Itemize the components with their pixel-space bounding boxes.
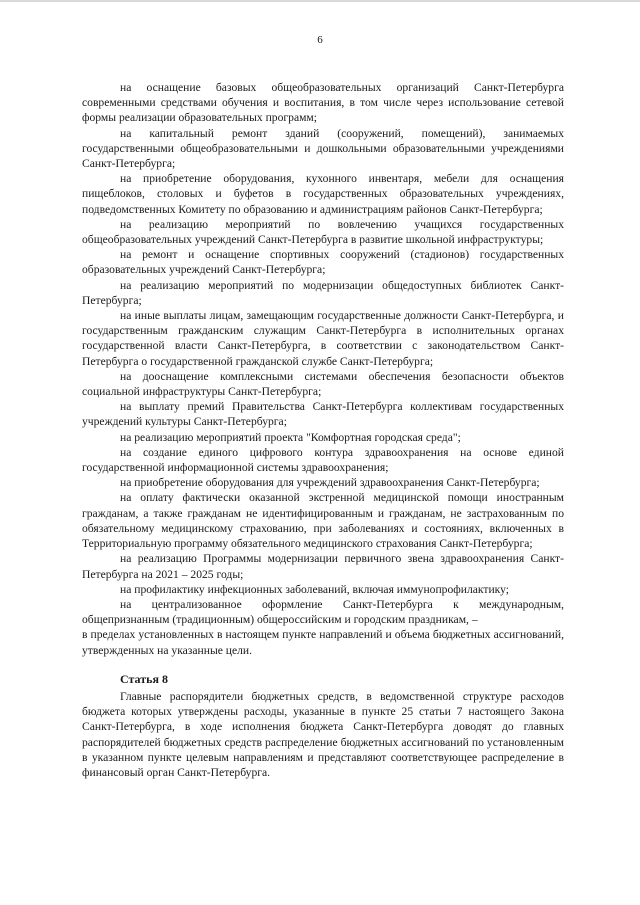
scan-edge-line — [0, 0, 640, 2]
article-text: Главные распорядители бюджетных средств, в ведомственной структуре расходов бюджета которых утверждены расходы, указанные в пункте 25 статьи 7 настоящего Закона Санкт-Петербурга, в ходе исполнения бюджета Санкт-Петербурга доводят до главных распорядителей бюджетных средств распределение бюджетных ассигнований по установленным в указанном пункте целевым направлениям и представляют соответствующее распределение в финансовый орган Санкт-Петербурга. — [82, 689, 564, 779]
paragraph: на оснащение базовых общеобразовательных организаций Санкт-Петербурга современными средствами обучения и воспитания, в том числе через использование сетевой формы реализации образовательных программ; — [82, 81, 564, 125]
paragraph: на приобретение оборудования для учреждений здравоохранения Санкт-Петербурга; — [120, 476, 540, 490]
paragraph: на приобретение оборудования, кухонного инвентаря, мебели для оснащения пищеблоков, столовых и буфетов в государственных образовательных учреждениях, подведомственных Комитету по образованию и администрациям районов Санкт-Петербурга; — [82, 172, 564, 216]
paragraph: на создание единого цифрового контура здравоохранения на основе единой государственной информационной системы здравоохранения; — [82, 445, 564, 475]
closing-paragraph: в пределах установленных в настоящем пункте направлений и объема бюджетных ассигнований, утвержденных на указанные цели. — [82, 628, 564, 657]
article-heading: Статья 8 — [120, 671, 168, 686]
paragraph: на профилактику инфекционных заболеваний, включая иммунопрофилактику; — [120, 582, 510, 596]
paragraph: на централизованное оформление Санкт-Петербурга к международным, общепризнанным (традиционным) общероссийским и городским праздникам, – — [82, 597, 564, 627]
paragraph: на реализацию мероприятий проекта "Комфортная городская среда"; — [120, 430, 461, 444]
paragraph: на реализацию мероприятий по вовлечению учащихся государственных общеобразовательных учреждений Санкт-Петербурга в развитие школьной инфраструктуры; — [82, 217, 564, 247]
page-number: 6 — [317, 34, 323, 46]
paragraph: на капитальный ремонт зданий (сооружений, помещений), занимаемых государственными общеобразовательными и дошкольными образовательными учреждениями Санкт-Петербурга; — [82, 126, 564, 171]
paragraph: на реализацию Программы модернизации первичного звена здравоохранения Санкт-Петербурга на 2021 – 2025 годы; — [82, 552, 564, 581]
paragraph: на выплату премий Правительства Санкт-Петербурга коллективам государственных учреждений культуры Санкт-Петербурга; — [82, 400, 564, 429]
document-body — [82, 80, 564, 780]
paragraph: на оплату фактически оказанной экстренной медицинской помощи иностранным гражданам, а также гражданам не идентифицированным и гражданам, не застрахованным по обязательному медицинскому страхованию, при заболеваниях и состояниях, включенных в Территориальную программу обязательного медицинского страхования Санкт-Петербурга; — [82, 491, 564, 551]
paragraph: на реализацию мероприятий по модернизации общедоступных библиотек Санкт-Петербурга; — [82, 278, 564, 307]
paragraph: на дооснащение комплексными системами обеспечения безопасности объектов социальной инфраструктуры Санкт-Петербурга; — [82, 369, 564, 399]
paragraph: на иные выплаты лицам, замещающим государственные должности Санкт-Петербурга, и государственным гражданским служащим Санкт-Петербурга в исполнительных органах государственной власти Санкт-Петербурга, в соответствии с законодательством Санкт-Петербурга о государственной гражданской службе Санкт-Петербурга; — [82, 309, 564, 368]
paragraph: на ремонт и оснащение спортивных сооружений (стадионов) государственных образовательных учреждений Санкт-Петербурга; — [82, 248, 564, 277]
